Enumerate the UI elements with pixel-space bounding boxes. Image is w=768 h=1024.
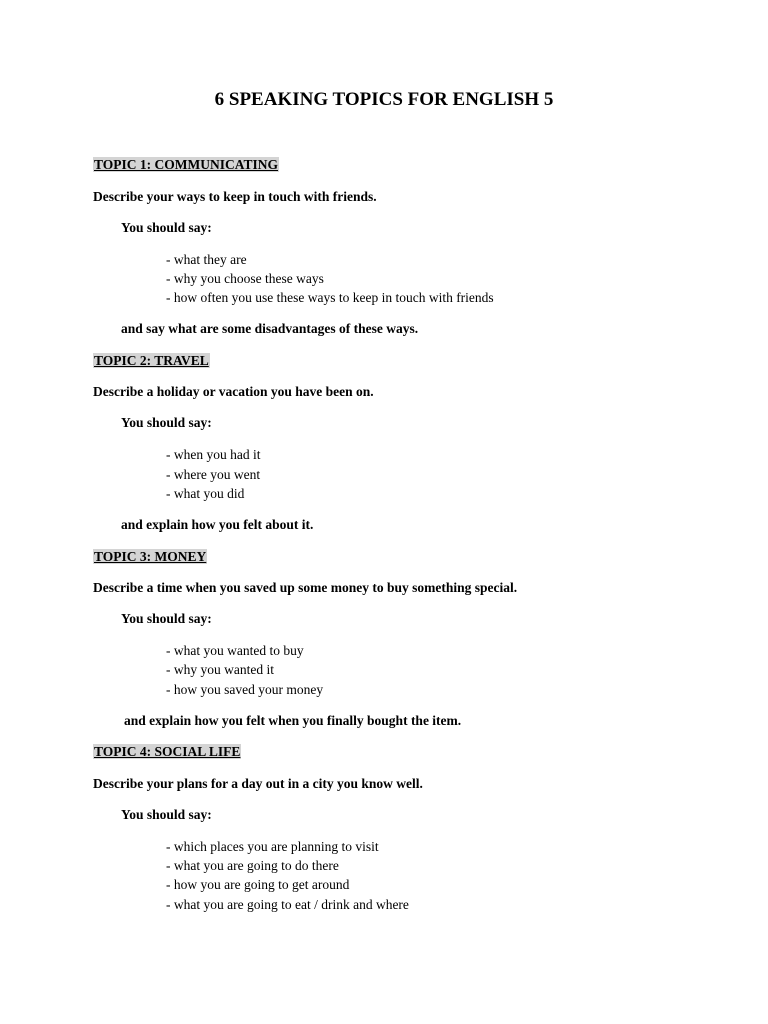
topic-1-heading [93,156,279,174]
topic-1-point-3: - how often you use these ways to keep in touch with friends [166,290,494,305]
topic-3-should-say: You should say: [121,611,212,626]
topic-1-point-2: - why you choose these ways [166,271,324,286]
topic-4-point-1: - which places you are planning to visit [166,839,379,854]
topic-4-heading-text: TOPIC 4: SOCIAL LIFE [94,744,241,759]
topic-1-point-1: - what they are [166,252,247,267]
topic-3-heading-text: TOPIC 3: MONEY [94,549,207,564]
topic-3-point-2: - why you wanted it [166,662,274,677]
topic-3-point-3: - how you saved your money [166,682,324,697]
document-title: 6 SPEAKING TOPICS FOR ENGLISH 5 [214,89,554,110]
topic-3-prompt: Describe a time when you saved up some money to buy something special. [93,580,518,595]
topic-3-point-1: - what you wanted to buy [166,643,304,658]
topic-1-prompt: Describe your ways to keep in touch with friends. [93,189,377,204]
topic-2-should-say: You should say: [121,415,212,430]
topic-2-closing: and explain how you felt about it. [121,517,314,532]
topic-2-prompt: Describe a holiday or vacation you have been on. [93,384,374,399]
topic-1-closing: and say what are some disadvantages of these ways. [121,321,419,336]
topic-2-point-3: - what you did [166,486,245,501]
topic-1-should-say: You should say: [121,220,212,235]
topic-2-point-2: - where you went [166,467,261,482]
topic-4-should-say: You should say: [121,807,212,822]
topic-4-prompt: Describe your plans for a day out in a city you know well. [93,776,423,791]
topic-3-closing: and explain how you felt when you finally bought the item. [124,713,462,728]
topic-2-heading [93,352,210,370]
topic-2-point-1: - when you had it [166,447,261,462]
topic-1-heading-text: TOPIC 1: COMMUNICATING [94,157,278,172]
topic-4-point-2: - what you are going to do there [166,858,339,873]
topic-4-point-4: - what you are going to eat / drink and where [166,897,409,912]
topic-3-heading [93,548,207,566]
topic-4-heading [93,743,241,761]
topic-4-point-3: - how you are going to get around [166,877,350,892]
topic-2-heading-text: TOPIC 2: TRAVEL [94,353,209,368]
